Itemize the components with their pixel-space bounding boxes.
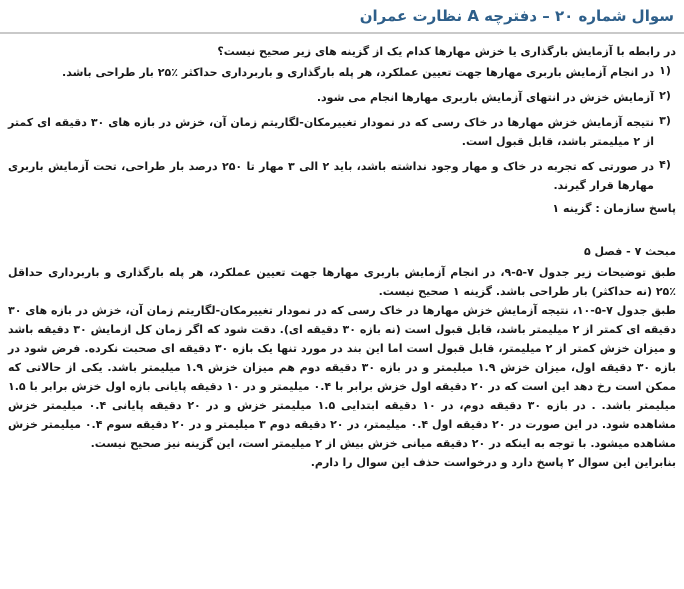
header-divider	[0, 32, 684, 34]
option-text: نتیجه آزمایش خزش مهارها در خاک رسی که در نمودار تغییرمکان-لگاریتم زمان آن، خزش در بازه های ۳۰ دقیقه ای کمتر از ۲ میلیمتر باشد، قابل قبول است.	[8, 116, 654, 148]
spacer	[8, 218, 676, 244]
option-number: (۴	[659, 158, 671, 171]
option-number: (۲	[659, 89, 671, 102]
option-3	[8, 113, 676, 151]
option-4	[8, 157, 676, 195]
option-number: (۱	[659, 64, 671, 77]
option-text: آزمایش خزش در انتهای آزمایش باربری مهارها انجام می شود.	[316, 91, 654, 104]
option-1	[8, 63, 676, 82]
explanation-paragraph-2: طبق جدول ۷-۵-۱۰، نتیجه آزمایش خزش مهارها در خاک رسی که در نمودار تغییرمکان-لگاریتم زمان آن، خزش در بازه های ۳۰ دقیقه ای کمتر از ۲ میلیمتر باشد، قابل قبول است (نه بازه ۳۰ دقیقه ای). دقت شود که اگر زمان کل ازمایش ۳۰ دقیقه باشد و میزان خزش کمتر از ۲ میلیمتر، قابل قبول است اما این بند در مورد تنها یک بازه ۳۰ دقیقه ای صحبت نکرده. فرض شود در بازه ۳۰ دقیقه اول، میزان خزش ۱.۹ میلیمتر و در بازه ۳۰ دقیقه دوم هم میزان خزش ۱.۹ میلیمتر باشد. یکی از حالاتی که ممکن است رخ دهد این است که در ۲۰ دقیقه اول خزش برابر با ۰.۴ میلیمتر و در ۱۰ دقیقه پایانی بازه اول خزش برابر با ۱.۵ میلیمتر باشد. . در بازه ۳۰ دقیقه دوم، در ۱۰ دقیقه ابتدایی ۱.۵ میلیمتر خزش و در ۲۰ دقیقه پایانی ۰.۴ میلیمتر خزش مشاهده شود. در این صورت در ۲۰ دقیقه اول ۰.۴ میلیمتر، در ۲۰ دقیقه دوم ۳ میلیمتر و در ۲۰ دقیقه سوم ۰.۴ میلیمتر خزش مشاهده میشود. با توجه به اینکه در ۲۰ دقیقه میانی خزش بیش از ۲ میلیمتر است، این گزینه نیز صحیح نیست.	[8, 304, 677, 450]
option-text: در انجام آزمایش باربری مهارها جهت تعیین عملکرد، هر پله بارگذاری و باربرداری حداکثر ٪۲۵ بار طراحی باشد.	[62, 66, 654, 79]
official-answer: پاسخ سازمان : گزینه ۱	[552, 202, 676, 215]
document-body	[8, 38, 676, 472]
option-number: (۳	[659, 114, 671, 127]
conclusion-paragraph: بنابراین این سوال ۲ پاسخ دارد و درخواست حذف این سوال را دارم.	[310, 456, 676, 469]
question-text: در رابطه با آزمایش بارگذاری یا خزش مهارها کدام یک از گزینه های زیر صحیح نیست؟	[217, 45, 676, 58]
page-title: سوال شماره ۲۰ – دفترچه A نظارت عمران	[359, 7, 674, 25]
header-bar	[0, 0, 684, 32]
option-text: در صورتی که تجربه در خاک و مهار وجود نداشته باشد، باید ۲ الی ۳ مهار تا ۲۵۰ درصد بار طراحی، تحت آزمایش باربری مهارها قرار گیرند.	[8, 160, 654, 192]
explanation-paragraph-1: طبق توضیحات زیر جدول ۷-۵-۹، در انجام آزمایش باربری مهارها جهت تعیین عملکرد، هر پله بارگذاری و باربرداری حداقل ٪۲۵ (نه حداکثر) بار طراحی باشد. گزینه ۱ صحیح نیست.	[8, 266, 676, 298]
section-reference: مبحث ۷ - فصل ۵	[583, 245, 676, 258]
option-2	[8, 88, 676, 107]
